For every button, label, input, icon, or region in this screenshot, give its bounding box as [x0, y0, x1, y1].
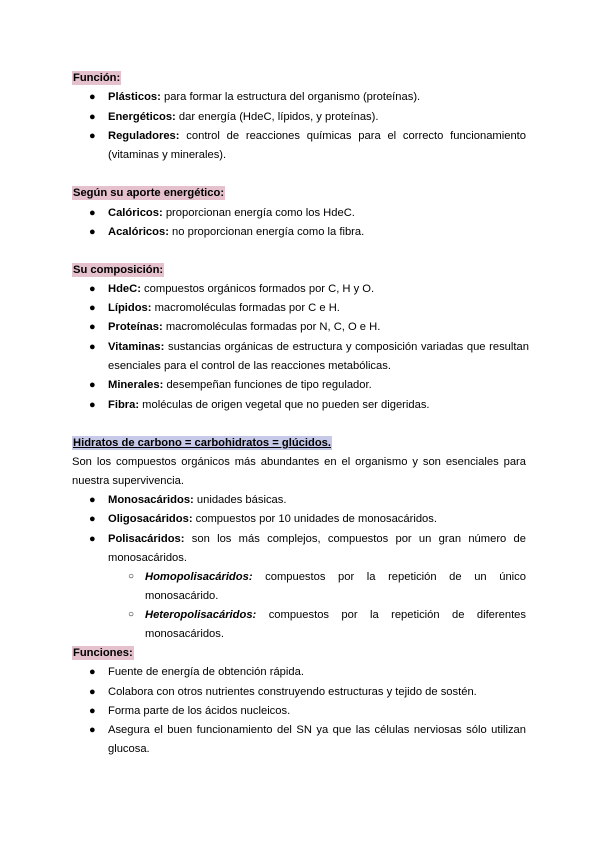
- section-heading-funcion: Función:: [73, 72, 121, 84]
- section-heading-composicion: Su composición:: [73, 264, 164, 276]
- list-item: Monosacáridos: unidades básicas.: [108, 494, 287, 506]
- bullet-icon: ●: [89, 302, 96, 314]
- list-item-continuation: monosacáridos.: [108, 552, 187, 564]
- list-item: Fuente de energía de obtención rápida.: [108, 666, 304, 678]
- list-item: Reguladores: control de reacciones químicas para el correcto funcionamiento: [108, 130, 526, 142]
- section-heading-aporte: Según su aporte energético:: [73, 187, 225, 199]
- section-heading-funciones: Funciones:: [73, 647, 133, 659]
- sub-bullet-icon: ○: [128, 609, 135, 620]
- bullet-icon: ●: [89, 724, 96, 736]
- list-item: Fibra: moléculas de origen vegetal que no pueden ser digeridas.: [108, 399, 430, 411]
- bullet-icon: ●: [89, 379, 96, 391]
- bullet-icon: ●: [89, 513, 96, 525]
- bullet-icon: ●: [89, 207, 96, 219]
- list-item: Minerales: desempeñan funciones de tipo regulador.: [108, 379, 372, 391]
- paragraph-line: nuestra supervivencia.: [72, 475, 184, 487]
- list-item: Colabora con otros nutrientes construyendo estructuras y tejido de sostén.: [108, 686, 477, 698]
- list-item: Acalóricos: no proporcionan energía como la fibra.: [108, 226, 365, 238]
- list-item: Oligosacáridos: compuestos por 10 unidades de monosacáridos.: [108, 513, 437, 525]
- bullet-icon: ●: [89, 533, 96, 545]
- bullet-icon: ●: [89, 399, 96, 411]
- bullet-icon: ●: [89, 91, 96, 103]
- bullet-icon: ●: [89, 226, 96, 238]
- sub-list-item: Heteropolisacáridos: compuestos por la repetición de diferentes: [145, 609, 526, 621]
- list-item: Forma parte de los ácidos nucleicos.: [108, 705, 291, 717]
- bullet-icon: ●: [89, 341, 96, 353]
- list-item: Lípidos: macromoléculas formadas por C e H.: [108, 302, 340, 314]
- list-item: Calóricos: proporcionan energía como los HdeC.: [108, 207, 355, 219]
- list-item-continuation: (vitaminas y minerales).: [108, 149, 227, 161]
- bullet-icon: ●: [89, 130, 96, 142]
- bullet-icon: ●: [89, 321, 96, 333]
- bullet-icon: ●: [89, 494, 96, 506]
- paragraph-line: Son los compuestos orgánicos más abundantes en el organismo y son esenciales para: [72, 456, 526, 468]
- list-item-continuation: esenciales para el control de las reacciones metabólicas.: [108, 360, 391, 372]
- list-item: Energéticos: dar energía (HdeC, lípidos, y proteínas).: [108, 111, 379, 123]
- list-item: Asegura el buen funcionamiento del SN ya que las células nerviosas sólo utilizan: [108, 724, 526, 736]
- list-item: HdeC: compuestos orgánicos formados por C, H y O.: [108, 283, 375, 295]
- list-item-continuation: glucosa.: [108, 743, 150, 755]
- sub-bullet-icon: ○: [128, 571, 135, 582]
- bullet-icon: ●: [89, 705, 96, 717]
- bullet-icon: ●: [89, 686, 96, 698]
- sub-list-item: Homopolisacáridos: compuestos por la repetición de un único: [145, 571, 526, 583]
- bullet-icon: ●: [89, 666, 96, 678]
- section-heading-hidratos: Hidratos de carbono = carbohidratos = glúcidos.: [73, 437, 331, 449]
- list-item: Plásticos: para formar la estructura del organismo (proteínas).: [108, 91, 421, 103]
- list-item: Vitaminas: sustancias orgánicas de estructura y composición variadas que resultan: [108, 341, 529, 353]
- bullet-icon: ●: [89, 283, 96, 295]
- list-item: Polisacáridos: son los más complejos, compuestos por un gran número de: [108, 533, 526, 545]
- sub-list-item-continuation: monosacáridos.: [145, 628, 224, 640]
- sub-list-item-continuation: monosacárido.: [145, 590, 219, 602]
- bullet-icon: ●: [89, 111, 96, 123]
- list-item: Proteínas: macromoléculas formadas por N, C, O e H.: [108, 321, 381, 333]
